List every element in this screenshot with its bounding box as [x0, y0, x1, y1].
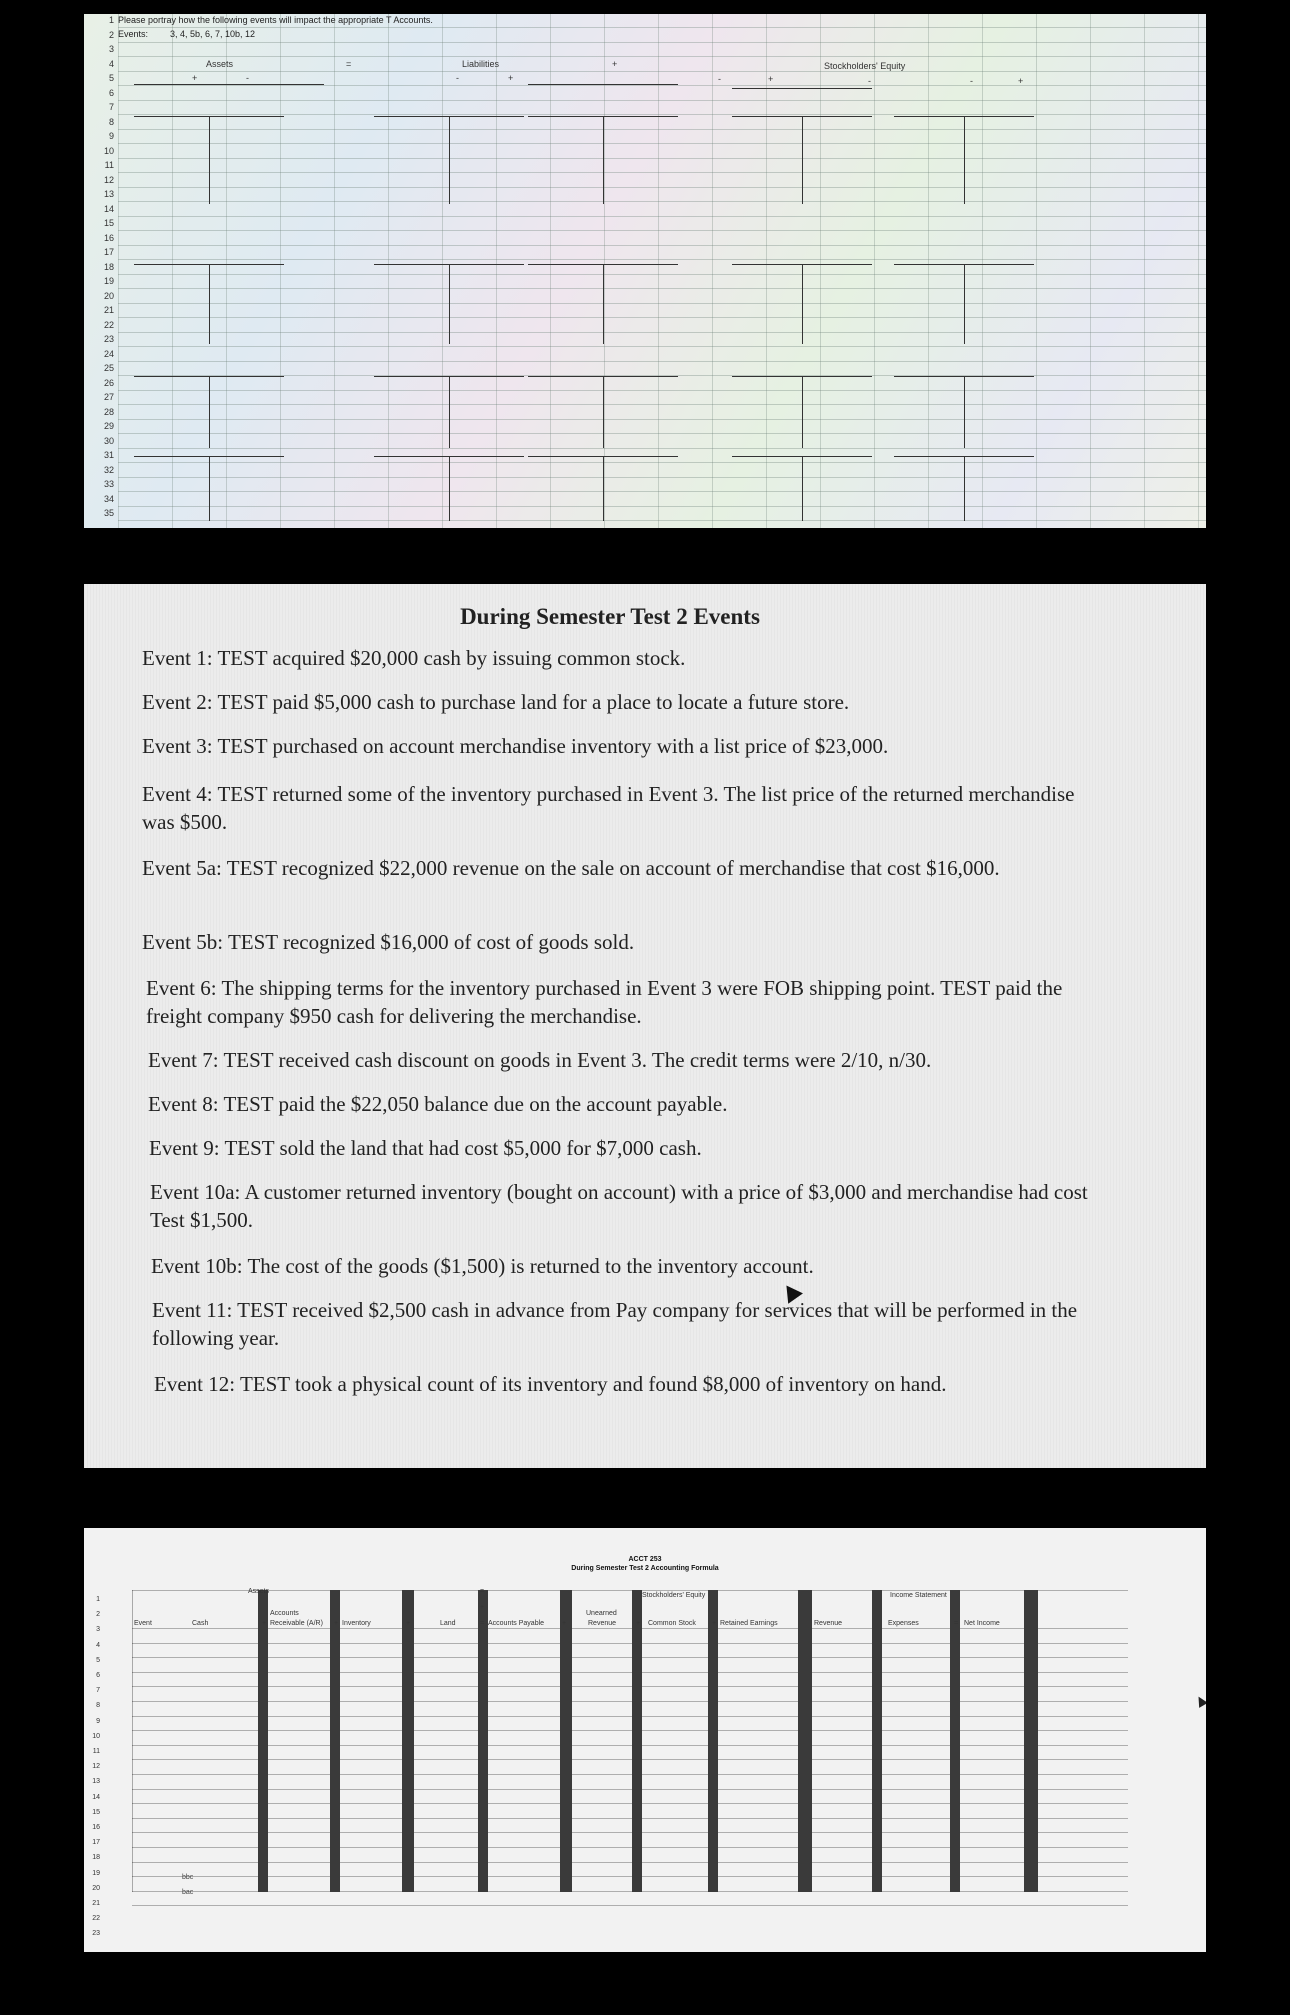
inventory-plus-sign: + [334, 1620, 339, 1627]
plus-sign: + [612, 59, 618, 69]
row-gridline [118, 419, 1206, 420]
row-number[interactable]: 19 [92, 1869, 100, 1877]
formula-row-line [132, 1701, 1128, 1702]
row-gridline [118, 332, 1206, 333]
row-number[interactable]: 5 [108, 73, 114, 83]
t-account-divider-line [802, 264, 803, 344]
row-gridline [118, 259, 1206, 260]
row-gridline [118, 462, 1206, 463]
event-7: Event 7: TEST received cash discount on goods in Event 3. The credit terms were 2/10, n/30. [148, 1048, 932, 1072]
assets-group-label: Assets [248, 1588, 270, 1595]
column-gridline [820, 14, 821, 528]
row-number[interactable]: 27 [103, 392, 114, 402]
row-number[interactable]: 6 [96, 1672, 100, 1679]
row-number[interactable]: 30 [103, 435, 114, 446]
row-number[interactable]: 3 [96, 1626, 100, 1634]
equity-plus-2: + [1018, 76, 1024, 86]
row-number[interactable]: 10 [103, 145, 114, 156]
separator-column [560, 1590, 572, 1892]
separator-column [258, 1590, 268, 1892]
row-number[interactable]: 21 [103, 305, 114, 315]
t-account-divider-line [603, 376, 604, 448]
row-gridline [118, 303, 1206, 304]
row-number[interactable]: 2 [108, 29, 114, 40]
t-account-divider-line [603, 264, 604, 344]
t-account-divider-line [449, 116, 450, 204]
row-gridline [118, 143, 1206, 144]
header-underline [732, 88, 872, 89]
equity-header: Stockholders' Equity [824, 61, 906, 71]
row-number[interactable]: 15 [103, 218, 114, 228]
column-gridline [1144, 14, 1145, 528]
row-gridline [118, 114, 1206, 115]
column-gridline [1036, 14, 1037, 528]
bbc-cell[interactable]: bbc [182, 1874, 194, 1881]
row-number[interactable]: 11 [104, 160, 114, 170]
t-account-divider-line [802, 376, 803, 448]
row-number[interactable]: 14 [103, 203, 114, 214]
event-11: Event 11: TEST received $2,500 cash in advance from Pay company for services that will be performed in the following year. [152, 1298, 1078, 1350]
column-gridline [1090, 14, 1091, 528]
t-account-divider-line [209, 456, 210, 521]
assets-minus: - [246, 73, 249, 83]
row-number[interactable]: 25 [103, 363, 114, 373]
row-number[interactable]: 34 [103, 493, 114, 504]
ap-column-header: Accounts Payable [488, 1620, 545, 1627]
row-gridline [118, 187, 1206, 188]
separator-column [950, 1590, 960, 1892]
row-number[interactable]: 35 [103, 508, 114, 518]
assets-plus: + [192, 73, 198, 83]
formula-row-line [132, 1876, 1128, 1877]
formula-row-line [132, 1803, 1128, 1804]
header-underline [528, 84, 678, 85]
formula-row-line [132, 1745, 1128, 1746]
row-number[interactable]: 3 [108, 44, 114, 54]
t-account-divider-line [209, 376, 210, 448]
retained-plus-sign: + [712, 1620, 717, 1627]
column-gridline [442, 14, 443, 528]
event-1: Event 1: TEST acquired $20,000 cash by issuing common stock. [142, 646, 686, 670]
column-gridline [874, 14, 875, 528]
separator-column [798, 1590, 812, 1892]
row-number[interactable]: 14 [92, 1793, 100, 1801]
row-number[interactable]: 16 [92, 1824, 100, 1831]
liabilities-plus: + [508, 73, 514, 83]
row-gridline [118, 71, 1206, 72]
row-gridline [118, 433, 1206, 434]
equals-group-label: = [480, 1588, 485, 1595]
row-gridline [118, 56, 1206, 57]
row-number[interactable]: 11 [92, 1748, 100, 1755]
row-number[interactable]: 29 [103, 421, 114, 431]
revenue-column-header: Revenue [814, 1620, 843, 1627]
t-account-divider-line [209, 116, 210, 204]
document-title: During Semester Test 2 Events [460, 604, 760, 629]
row-gridline [118, 274, 1206, 275]
column-gridline [280, 14, 281, 528]
row-number[interactable]: 15 [92, 1808, 100, 1816]
column-gridline [388, 14, 389, 528]
formula-row-line [132, 1862, 1128, 1863]
formula-row-line [132, 1847, 1128, 1848]
unearned-column-header: Revenue [588, 1620, 617, 1627]
event-10a: Event 10a: A customer returned inventory (bought on account) with a price of $3,000 and merchandise had cost Test $1,500. [150, 1180, 1088, 1232]
equity-minus-2: - [868, 76, 871, 86]
row-number[interactable]: 5 [96, 1656, 100, 1664]
event-9: Event 9: TEST sold the land that had cost $5,000 for $7,000 cash. [149, 1136, 702, 1160]
row-gridline [118, 85, 1206, 86]
row-gridline [118, 158, 1206, 159]
event-5b: Event 5b: TEST recognized $16,000 of cost of goods sold. [142, 930, 635, 954]
row-number[interactable]: 17 [103, 247, 114, 257]
formula-row-line [132, 1643, 1128, 1644]
events-list-cell[interactable]: 3, 4, 5b, 6, 7, 10b, 12 [170, 29, 256, 39]
row-number[interactable]: 17 [92, 1839, 100, 1847]
ar-column-header: Receivable (A/R) [270, 1620, 323, 1627]
row-gridline [118, 230, 1206, 231]
equity-plus-1: + [768, 74, 774, 84]
event-12: Event 12: TEST took a physical count of its inventory and found $8,000 of inventory on hand. [154, 1372, 947, 1396]
event-5a: Event 5a: TEST recognized $22,000 revenue on the sale on account of merchandise that cost $16,000. [142, 856, 1000, 880]
row-gridline [118, 404, 1206, 405]
row-number[interactable]: 8 [96, 1702, 100, 1710]
event-4: Event 4: TEST returned some of the inventory purchased in Event 3. The list price of the returned merchandise was $500. [142, 782, 1075, 834]
column-gridline [550, 14, 551, 528]
row-number[interactable]: 2 [96, 1611, 100, 1619]
course-title: ACCT 253 [628, 1556, 662, 1563]
row-gridline [118, 100, 1206, 101]
formula-row-line [132, 1716, 1128, 1717]
row-gridline [118, 27, 1206, 28]
row-number[interactable]: 12 [103, 174, 114, 185]
row-gridline [118, 448, 1206, 449]
column-gridline [712, 14, 713, 528]
formula-row-line [132, 1789, 1128, 1790]
formula-row-line [132, 1818, 1128, 1819]
row-number[interactable]: 20 [103, 290, 114, 301]
row-number[interactable]: 12 [92, 1763, 100, 1771]
event-3: Event 3: TEST purchased on account merchandise inventory with a list price of $23,000. [142, 734, 889, 758]
t-account-divider-line [964, 264, 965, 344]
row-number[interactable]: 6 [108, 87, 114, 98]
row-number[interactable]: 10 [92, 1732, 100, 1740]
event-6: Event 6: The shipping terms for the inventory purchased in Event 3 were FOB shipping point. TEST paid the freight company $950 cash for delivering the merchandise. [146, 976, 1063, 1028]
row-gridline [118, 216, 1206, 217]
row-gridline [118, 129, 1206, 130]
separator-column [402, 1590, 414, 1892]
row-gridline [118, 201, 1206, 202]
formula-row-line [132, 1628, 1128, 1629]
row-number[interactable]: 28 [103, 406, 114, 417]
row-number[interactable]: 4 [96, 1641, 100, 1649]
formula-top-border [132, 1590, 1128, 1591]
column-gridline [172, 14, 173, 528]
t-account-divider-line [449, 264, 450, 344]
ar-plus-sign: + [262, 1620, 267, 1627]
formula-row-line [132, 1759, 1128, 1760]
formula-row-line [132, 1730, 1128, 1731]
unearned-plus-sign: + [562, 1620, 567, 1627]
column-gridline [226, 14, 227, 528]
common-stock-column-header: Common Stock [648, 1620, 696, 1627]
equals-plus-sign: + [480, 1604, 485, 1611]
bac-cell[interactable]: bac [182, 1889, 194, 1896]
formula-subtitle: During Semester Test 2 Accounting Formula [571, 1565, 719, 1572]
formula-row-line [132, 1686, 1128, 1687]
common-stock-plus-sign: + [636, 1620, 641, 1627]
separator-column [330, 1590, 340, 1892]
row-gridline [118, 288, 1206, 289]
row-gridline [118, 506, 1206, 507]
separator-column [632, 1590, 642, 1892]
equity-minus-3: - [970, 76, 973, 86]
t-account-divider-line [603, 116, 604, 204]
mouse-pointer-icon [1194, 1694, 1206, 1708]
t-account-divider-line [964, 376, 965, 448]
header-underline [134, 84, 324, 85]
equals-sign: = [346, 59, 352, 69]
cash-column-header: Cash [192, 1620, 209, 1627]
row-number[interactable]: 31 [103, 450, 114, 460]
formula-row-line [132, 1657, 1128, 1658]
column-gridline [118, 14, 119, 528]
event-10b: Event 10b: The cost of the goods ($1,500) is returned to the inventory account. [151, 1254, 814, 1278]
row-gridline [118, 317, 1206, 318]
net-income-column-header: Net Income [964, 1620, 1000, 1627]
formula-row-line [132, 1774, 1128, 1775]
column-gridline [766, 14, 767, 528]
column-gridline [496, 14, 497, 528]
row-number[interactable]: 22 [103, 319, 114, 330]
liabilities-header: Liabilities [462, 59, 500, 69]
t-account-divider-line [964, 456, 965, 521]
ap-equals-sign: = [480, 1620, 485, 1627]
row-gridline [118, 390, 1206, 391]
column-gridline [1198, 14, 1199, 528]
retained-earnings-column-header: Retained Earnings [720, 1620, 778, 1627]
formula-left-border [132, 1590, 133, 1892]
row-number[interactable]: 1 [96, 1596, 100, 1603]
column-gridline [982, 14, 983, 528]
land-plus-sign: + [406, 1620, 411, 1627]
row-number[interactable]: 9 [96, 1717, 100, 1725]
t-account-divider-line [449, 456, 450, 521]
row-number[interactable]: 21 [92, 1900, 100, 1907]
formula-row-line [132, 1905, 1128, 1906]
instruction-cell[interactable]: Please portray how the following events will impact the appropriate T Accounts. [118, 15, 433, 25]
row-number[interactable]: 18 [92, 1854, 100, 1862]
row-number[interactable]: 19 [103, 276, 114, 286]
row-gridline [118, 346, 1206, 347]
inventory-column-header: Inventory [342, 1620, 371, 1627]
equity-group-label: Stockholders' Equity [642, 1592, 706, 1599]
row-number[interactable]: 26 [103, 377, 114, 388]
row-gridline [118, 491, 1206, 492]
row-gridline [118, 42, 1206, 43]
t-account-divider-line [209, 264, 210, 344]
income-statement-label: Income Statement [890, 1592, 947, 1599]
row-number[interactable]: 20 [92, 1884, 100, 1892]
column-gridline [658, 14, 659, 528]
separator-column [872, 1590, 882, 1892]
separator-column [1024, 1590, 1038, 1892]
row-gridline [118, 172, 1206, 173]
row-number[interactable]: 8 [108, 116, 114, 127]
row-gridline [118, 361, 1206, 362]
event-column-header: Event [134, 1620, 152, 1627]
row-number[interactable]: 7 [108, 102, 114, 112]
column-gridline [604, 14, 605, 528]
row-number[interactable]: 24 [103, 348, 114, 359]
row-number[interactable]: 18 [103, 261, 114, 272]
land-column-header: Land [440, 1620, 456, 1627]
row-number[interactable]: 7 [96, 1687, 100, 1695]
accounting-formula-sheet [84, 1528, 1206, 1952]
t-account-divider-line [964, 116, 965, 204]
row-gridline [118, 245, 1206, 246]
column-gridline [334, 14, 335, 528]
row-number[interactable]: 13 [92, 1778, 100, 1786]
equity-minus-1: - [718, 74, 721, 84]
t-account-divider-line [603, 456, 604, 521]
events-document [84, 584, 1206, 1468]
row-number[interactable]: 22 [92, 1915, 100, 1923]
formula-row-line [132, 1891, 1128, 1892]
row-number[interactable]: 23 [92, 1930, 100, 1938]
row-gridline [118, 520, 1206, 521]
separator-column [708, 1590, 718, 1892]
separator-column [478, 1590, 488, 1892]
row-gridline [118, 477, 1206, 478]
row-number[interactable]: 9 [108, 131, 114, 141]
liabilities-minus: - [456, 73, 459, 83]
formula-row-line [132, 1832, 1128, 1833]
row-number[interactable]: 32 [103, 464, 114, 475]
t-account-divider-line [449, 376, 450, 448]
row-number[interactable]: 13 [103, 189, 114, 199]
row-number[interactable]: 16 [103, 232, 114, 243]
row-number[interactable]: 4 [108, 58, 114, 69]
expenses-column-header: Expenses [888, 1620, 919, 1627]
events-label-cell[interactable]: Events: [118, 29, 149, 39]
row-number[interactable]: 33 [103, 479, 114, 489]
t-account-spreadsheet [84, 14, 1206, 528]
ar-column-header-top: Accounts [270, 1610, 299, 1617]
net-income-equals-sign: = [954, 1620, 959, 1627]
unearned-column-header-top: Unearned [586, 1610, 617, 1617]
row-number[interactable]: 1 [108, 15, 114, 25]
formula-row-line [132, 1672, 1128, 1673]
t-account-divider-line [802, 116, 803, 204]
assets-header: Assets [206, 59, 234, 69]
column-gridline [928, 14, 929, 528]
event-2: Event 2: TEST paid $5,000 cash to purchase land for a place to locate a future store. [142, 690, 850, 714]
t-account-divider-line [802, 456, 803, 521]
event-8: Event 8: TEST paid the $22,050 balance due on the account payable. [148, 1092, 728, 1116]
row-number[interactable]: 23 [103, 334, 114, 344]
